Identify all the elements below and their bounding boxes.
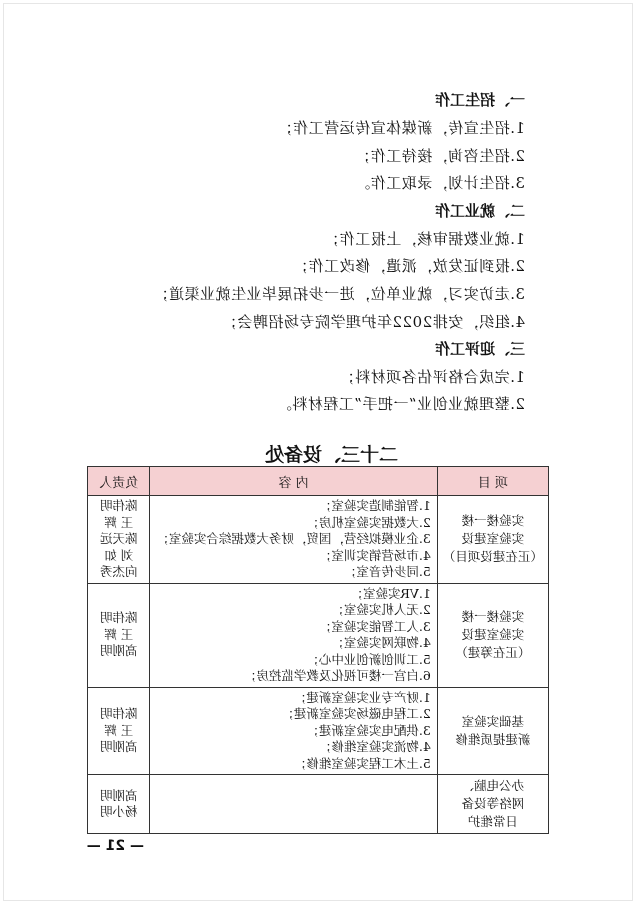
row2-content-line: 4.物联网实验室； bbox=[331, 635, 431, 650]
section-heading-evaluation: 三、迎评工作 bbox=[434, 340, 525, 358]
section-heading-employment: 二、就业工作 bbox=[434, 202, 525, 220]
employment-item-1: 1.就业数据审核，上报工作； bbox=[323, 230, 525, 248]
row2-person: 高刚明 bbox=[99, 643, 138, 659]
row1-content-line: 2.大数据实验室机房； bbox=[306, 514, 431, 530]
row2-content-line: 1.VR实验室； bbox=[350, 585, 431, 601]
row4-project bbox=[437, 775, 548, 834]
row2-project bbox=[437, 583, 548, 687]
table-row bbox=[88, 687, 549, 775]
table-header-row bbox=[88, 467, 549, 496]
row2-person: 陈伟明 bbox=[99, 610, 138, 626]
employment-item-4: 4.组织，安排2022年护理学院专场招聘会； bbox=[221, 313, 525, 331]
row1-project bbox=[437, 496, 548, 584]
recruitment-item-3: 3.招生计划，录取工作。 bbox=[354, 174, 525, 192]
header-project: 项 目 bbox=[437, 467, 548, 496]
row1-content-line: 3.企业模拟经营，国贸，财务大数据综合实验室； bbox=[156, 531, 431, 546]
row1-person: 陈伟明 bbox=[99, 498, 138, 513]
row1-project-line: （正在建设项目） bbox=[442, 549, 543, 565]
section-23-title: 二十三、设备处 bbox=[264, 444, 398, 466]
row3-person: 王 辉 bbox=[104, 722, 134, 738]
row2-content-line: 2.无人机实验室； bbox=[331, 602, 431, 617]
row1-content-line: 1.智能制造实验室； bbox=[318, 498, 431, 513]
row1-person: 向杰秀 bbox=[99, 564, 138, 579]
row1-content-line: 5.同步传音室； bbox=[343, 564, 431, 579]
row3-content-line: 3.供配电实验室新建； bbox=[306, 722, 431, 738]
row3-responsible bbox=[88, 687, 150, 775]
recruitment-item-2: 2.招生咨询，接待工作； bbox=[354, 147, 525, 165]
row3-content-line: 2.工程电磁场实验室新建； bbox=[281, 706, 431, 721]
row4-project-line: 日常维护 bbox=[467, 814, 518, 829]
evaluation-item-2: 2.整理就业创业“一把手”工程材料。 bbox=[276, 395, 525, 413]
row1-person: 刘 如 bbox=[104, 547, 134, 563]
recruitment-item-1: 1.招生宣传，新媒体宣传运营工作； bbox=[277, 119, 525, 137]
row4-person: 杨小明 bbox=[99, 804, 138, 819]
row3-person: 高刚明 bbox=[99, 739, 138, 754]
row1-project-line: 实验楼一楼 bbox=[461, 513, 525, 529]
equipment-table bbox=[87, 466, 549, 834]
header-content: 内 容 bbox=[150, 467, 437, 496]
row3-content bbox=[150, 687, 437, 775]
row4-project-line: 办公电脑、 bbox=[461, 778, 525, 793]
table-row bbox=[88, 496, 549, 584]
row3-content-line: 5.土木工程实验室维修； bbox=[293, 755, 431, 771]
row1-person: 王 辉 bbox=[104, 514, 134, 530]
section-heading-recruitment: 一、招生工作 bbox=[434, 91, 525, 109]
employment-item-3: 3.走访实习，就业单位，进一步拓展毕业生就业渠道； bbox=[153, 285, 525, 303]
row1-project-line: 实验室建设 bbox=[461, 531, 525, 547]
row2-content bbox=[150, 583, 437, 687]
row3-project-line: 基础实验室 bbox=[461, 713, 525, 729]
row2-content-line: 3.人工智能实验室； bbox=[318, 618, 431, 634]
employment-item-2: 2.报到证发放，派遣，修改工作； bbox=[292, 257, 525, 275]
row3-project-line: 新建提质维修 bbox=[455, 731, 531, 747]
page-number: — 21 — bbox=[86, 838, 144, 854]
row3-person: 陈伟明 bbox=[99, 706, 138, 721]
row1-content bbox=[150, 496, 437, 584]
evaluation-item-1: 1.完成合格评估各项材料； bbox=[339, 368, 525, 386]
row3-content-line: 4.物流实验室维修； bbox=[318, 739, 431, 754]
row4-project-line: 网络等设备 bbox=[461, 796, 525, 811]
table-row bbox=[88, 583, 549, 687]
row4-content bbox=[150, 775, 437, 834]
row3-content-line: 1.财产专业实验室新建； bbox=[293, 689, 431, 705]
row4-person: 高刚明 bbox=[99, 787, 138, 803]
row4-responsible bbox=[88, 775, 150, 834]
row3-project bbox=[437, 687, 548, 775]
row2-project-line: （正在筹建） bbox=[455, 645, 531, 660]
row1-responsible bbox=[88, 496, 150, 584]
row2-project-line: 实验室建设 bbox=[461, 627, 525, 642]
row1-content-line: 4.市场营销实训室； bbox=[318, 547, 431, 563]
row2-responsible bbox=[88, 583, 150, 687]
row2-person: 王 辉 bbox=[104, 626, 134, 642]
row1-person: 陈天远 bbox=[99, 531, 138, 546]
row2-content-line: 5.工训创新创业中心； bbox=[306, 651, 431, 667]
row2-content-line: 6.白宫一楼可视化及教学监控房； bbox=[243, 668, 431, 683]
header-responsible: 负责人 bbox=[88, 467, 150, 496]
table-row bbox=[88, 775, 549, 834]
row2-project-line: 实验楼一楼 bbox=[461, 609, 525, 624]
